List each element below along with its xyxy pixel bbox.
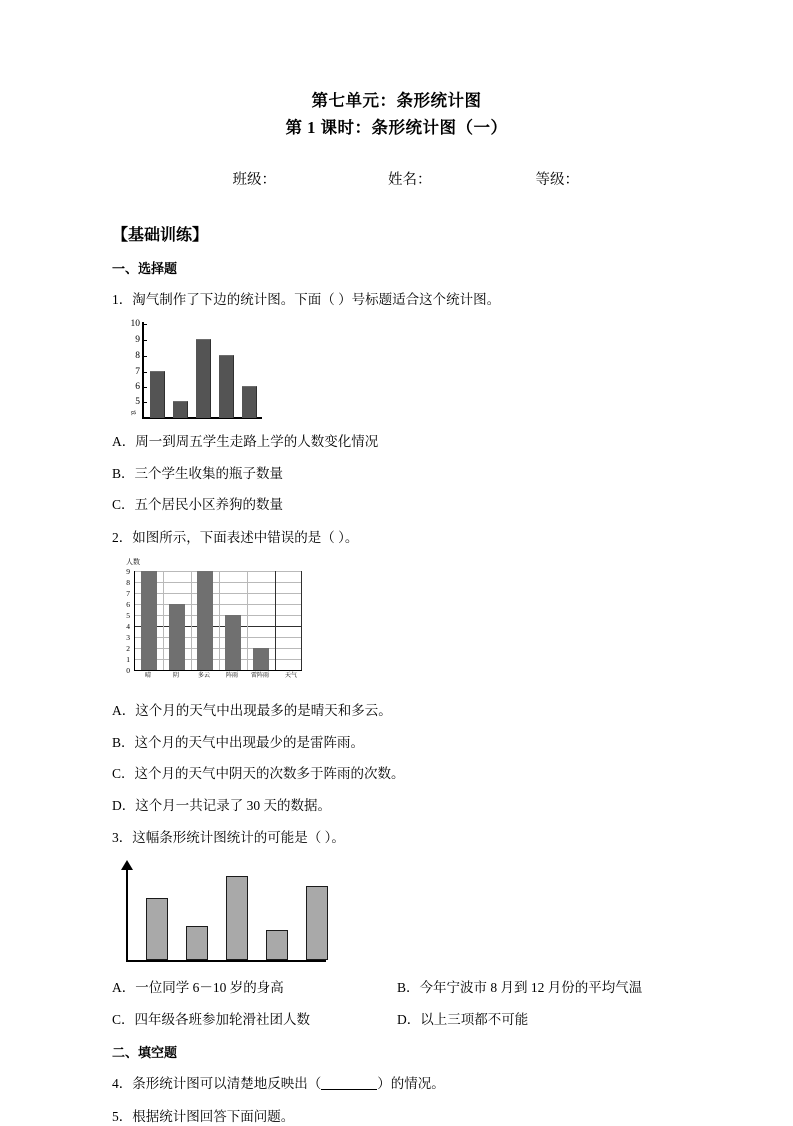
chart-2-vline-2 — [191, 571, 192, 670]
chart-1-bar-1 — [150, 371, 165, 418]
chart-2-ytick-5: 5 — [126, 611, 130, 621]
chart-1-ytick-6: 6 — [135, 381, 140, 392]
chart-1-tick-10 — [142, 324, 147, 325]
chart-2-ytick-7: 7 — [126, 589, 130, 599]
chart-1-tick-9 — [142, 340, 147, 341]
question-3-number: 3． — [112, 830, 133, 846]
chart-1-ytick-9: 9 — [135, 334, 140, 345]
chart-3-bar-3 — [226, 876, 248, 960]
question-1-option-c: C．五个居民小区养狗的数量 — [112, 497, 284, 513]
question-3-option-b: B．今年宁波市 8 月到 12 月份的平均气温 — [397, 980, 643, 995]
chart-2-bar-yin — [169, 604, 185, 670]
chart-1-bar-4 — [219, 355, 234, 418]
class-label: 班级： — [232, 171, 276, 188]
section-basic-training: 【基础训练】 — [112, 225, 209, 245]
chart-2-ytick-8: 8 — [126, 578, 130, 588]
chart-3-bar-2 — [186, 926, 208, 960]
grade-label: 等级： — [535, 171, 579, 188]
chart-2-xlabel-leizhenyu: 雷阵雨 — [250, 672, 269, 680]
chart-3-x-axis-line — [126, 960, 326, 962]
chart-2-ytick-1: 1 — [126, 655, 130, 665]
chart-2 — [112, 559, 322, 689]
chart-2-vline-5 — [275, 571, 276, 670]
chart-2-xlabel-yin: 阴 — [172, 672, 179, 680]
chart-2-vline-3 — [219, 571, 220, 670]
question-3-options-row-2 — [0, 1010, 793, 1030]
chart-1-tick-5 — [142, 402, 147, 403]
chart-1-ytick-5: 5 — [135, 396, 140, 407]
chart-1-tick-7 — [142, 372, 147, 373]
student-info-line — [0, 148, 793, 213]
chart-3-bar-1 — [146, 898, 168, 960]
chart-3-bar-5 — [306, 886, 328, 960]
chart-1-y-axis-line — [142, 322, 144, 418]
chart-2-ytick-6: 6 — [126, 600, 130, 610]
chart-1-ytick-7: 7 — [135, 366, 140, 377]
question-1-body: 淘气制作了下边的统计图。下面（ ）号标题适合这个统计图。 — [132, 292, 501, 308]
chart-2-bar-qing — [141, 571, 157, 670]
question-1-option-b: B．三个学生收集的瓶子数量 — [112, 465, 284, 481]
chart-2-ytick-2: 2 — [126, 644, 130, 654]
name-label: 姓名： — [388, 171, 432, 188]
chart-2-ytick-3: 3 — [126, 633, 130, 643]
question-2-text — [0, 528, 793, 548]
chart-2-plot-area — [134, 571, 302, 671]
question-1-text — [0, 290, 793, 310]
chart-2-y-axis-title: 人数 — [126, 558, 140, 567]
chart-2-vline-right — [301, 571, 302, 670]
chart-2-xlabel-zhenyu: 阵雨 — [225, 672, 238, 680]
chart-2-xlabel-qing: 晴 — [144, 672, 151, 680]
question-4-body-after: ）的情况。 — [377, 1076, 445, 1092]
part-one-heading: 一、选择题 — [112, 262, 178, 278]
chart-2-x-axis-title: 天气 — [284, 672, 297, 680]
question-3-text — [0, 828, 793, 848]
question-3-option-c: C．四年级各班参加轮滑社团人数 — [112, 1011, 311, 1027]
chart-1-bar-3 — [196, 339, 211, 418]
question-3-body: 这幅条形统计图统计的可能是（ ）。 — [132, 830, 345, 846]
question-5-text — [0, 1107, 793, 1126]
chart-1-tick-6 — [142, 387, 147, 388]
chart-2-ytick-0: 0 — [126, 666, 130, 676]
chart-2-bar-leizhenyu — [253, 648, 269, 670]
chart-1-ytick-8: 8 — [135, 350, 140, 361]
part-two-heading: 二、填空题 — [112, 1046, 178, 1062]
question-4-number: 4． — [112, 1076, 133, 1092]
question-2-option-d: D．这个月一共记录了 30 天的数据。 — [112, 797, 331, 813]
chart-2-ytick-4: 4 — [126, 622, 130, 632]
chart-1 — [112, 320, 292, 420]
question-2-body: 如图所示，下面表述中错误的是（ ）。 — [132, 529, 359, 545]
question-2-number: 2． — [112, 529, 133, 545]
chart-3 — [118, 862, 348, 966]
question-3-option-d: D．以上三项都不可能 — [397, 1011, 529, 1027]
chart-1-bar-5 — [242, 386, 257, 418]
chart-1-axis-break-icon: ≈ — [129, 407, 139, 420]
chart-1-ytick-10: 10 — [130, 318, 140, 329]
question-5-body: 根据统计图回答下面问题。 — [132, 1108, 295, 1124]
question-4-answer-blank[interactable] — [321, 1077, 377, 1090]
chart-1-tick-8 — [142, 356, 147, 357]
question-3-options-row-1 — [0, 978, 793, 998]
question-2-option-c: C．这个月的天气中阴天的次数多于阵雨的次数。 — [112, 766, 405, 782]
question-2-option-b: B．这个月的天气中出现最少的是雷阵雨。 — [112, 734, 365, 750]
chart-3-y-axis-line — [126, 868, 128, 962]
chart-2-vline-4 — [247, 571, 248, 670]
chart-2-xlabel-duoyun: 多云 — [197, 672, 210, 680]
question-1-option-a: A．周一到周五学生走路上学的人数变化情况 — [112, 433, 379, 449]
chart-3-bar-4 — [266, 930, 288, 960]
question-5-number: 5． — [112, 1108, 133, 1124]
question-4-text — [0, 1074, 793, 1094]
question-2-option-a: A．这个月的天气中出现最多的是晴天和多云。 — [112, 703, 392, 719]
question-4-body-before: 条形统计图可以清楚地反映出（ — [132, 1076, 322, 1092]
chart-2-ytick-9: 9 — [126, 567, 130, 577]
page-title-unit: 第七单元：条形统计图 — [311, 91, 482, 110]
chart-1-bar-2 — [173, 401, 188, 418]
chart-2-vline-1 — [163, 571, 164, 670]
question-1-number: 1． — [112, 292, 133, 308]
question-3-option-a: A．一位同学 6－10 岁的身高 — [112, 980, 284, 995]
chart-2-bar-zhenyu — [225, 615, 241, 670]
page-title-lesson: 第 1 课时：条形统计图（一） — [285, 117, 508, 137]
chart-2-bar-duoyun — [197, 571, 213, 670]
